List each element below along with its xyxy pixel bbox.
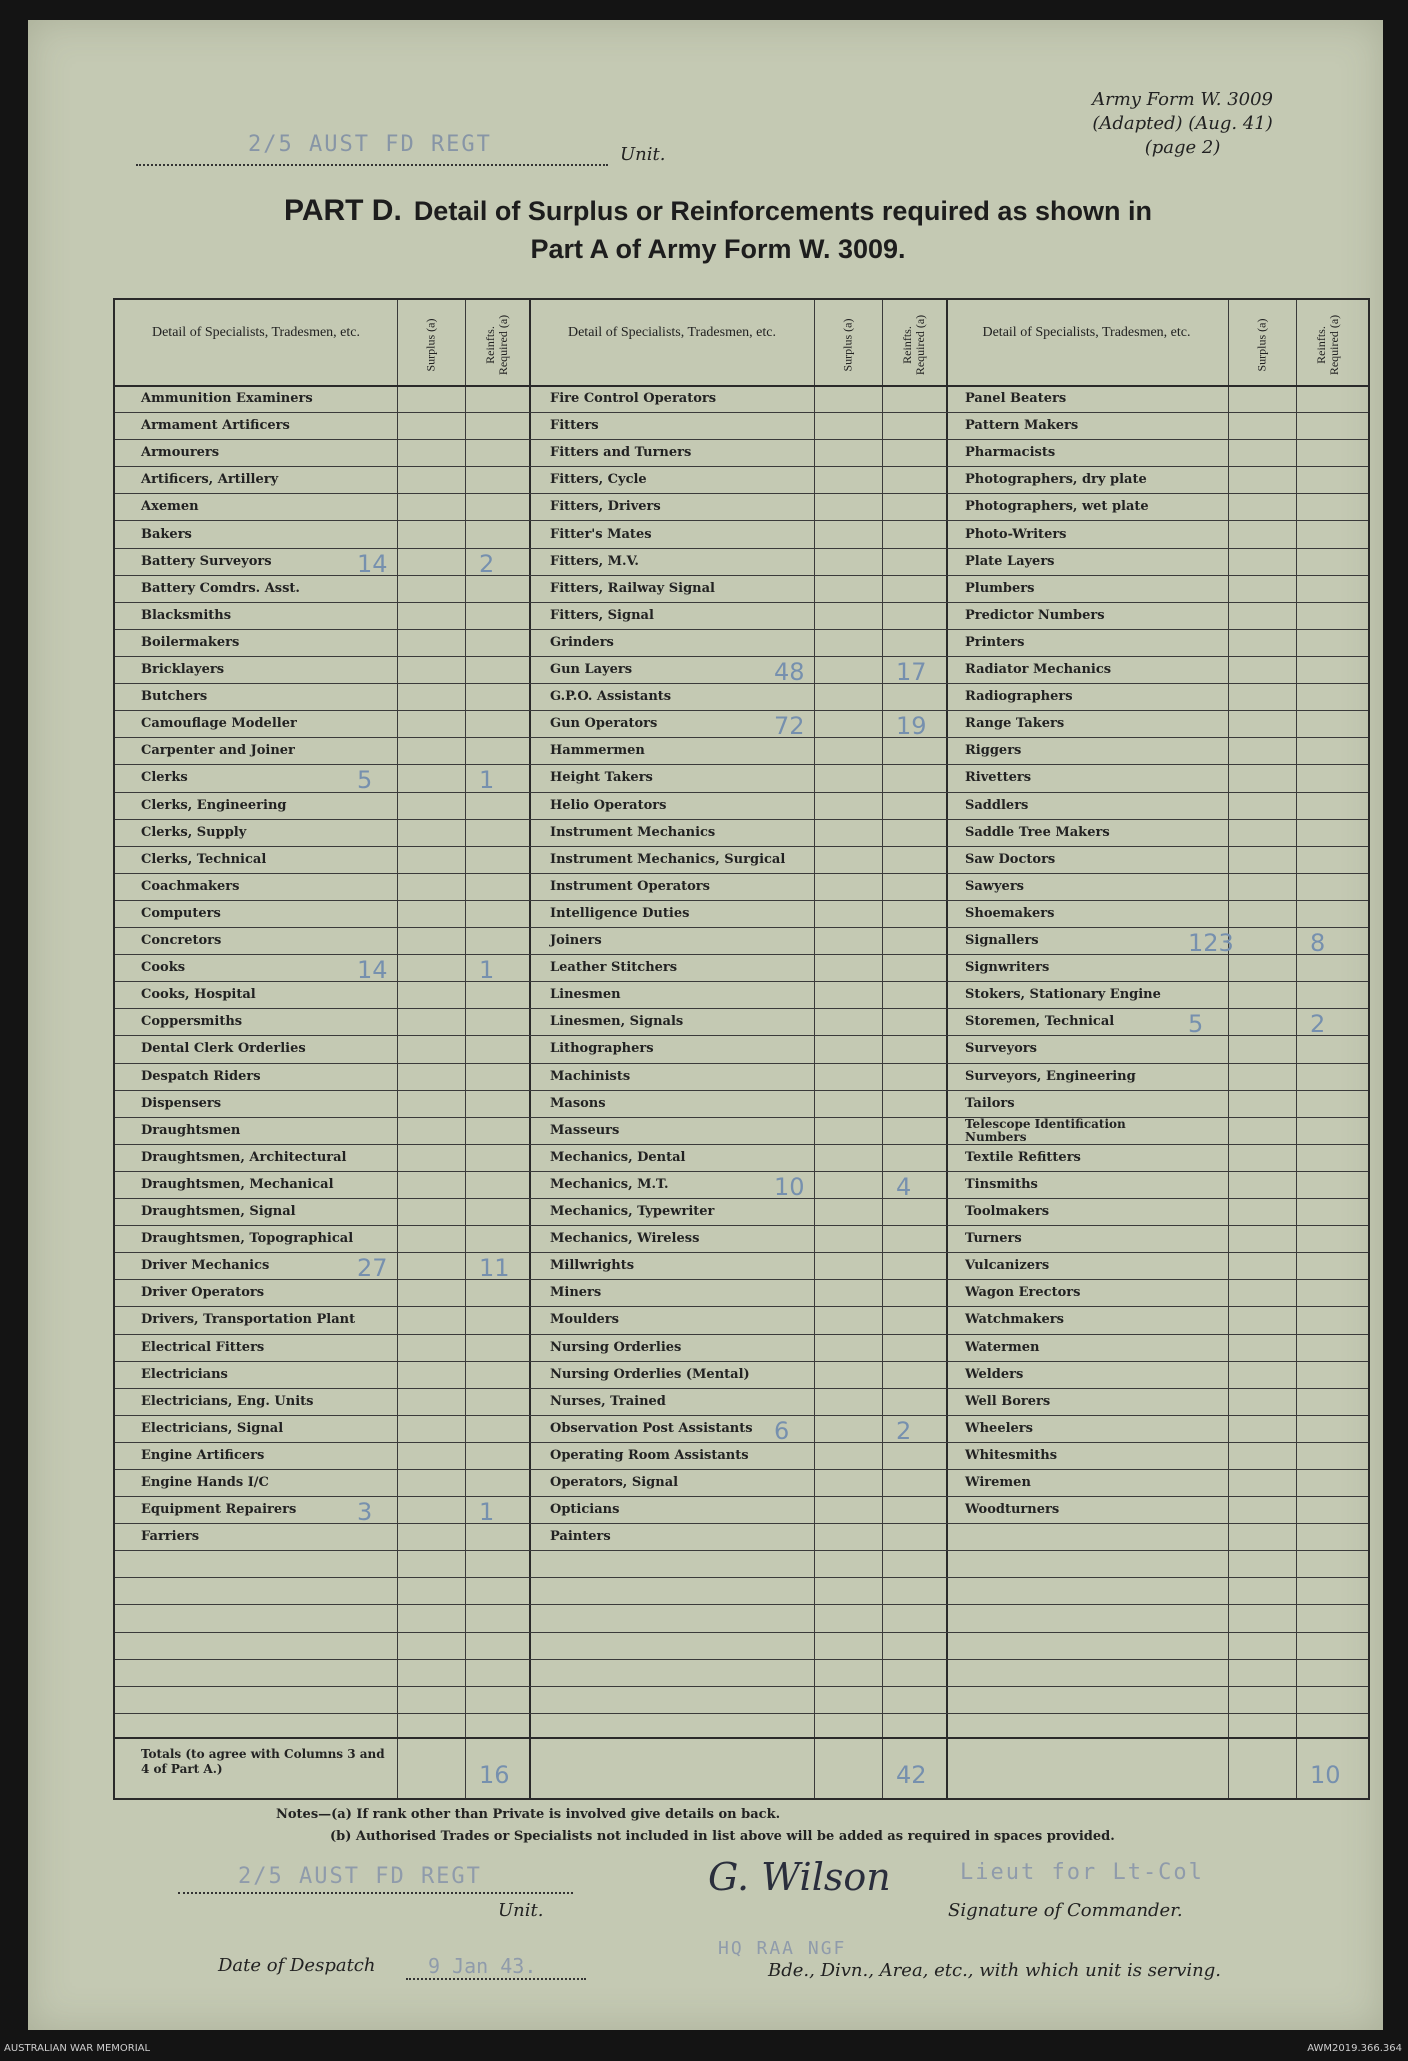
row-label: Fire Control Operators: [550, 391, 717, 406]
reinfts-value: 1: [479, 766, 495, 794]
column-divider: [1228, 300, 1229, 1798]
reinfts-value: 19: [896, 712, 927, 740]
footer-unit-label: Unit.: [498, 1900, 544, 1921]
section-divider: [946, 300, 948, 1798]
row-label: Leather Stitchers: [550, 960, 678, 975]
reinfts-value: 2: [479, 550, 495, 578]
column-header-reinfts-text: Reinfts. Required (a): [483, 314, 510, 376]
column-header-surplus: [1235, 310, 1289, 380]
title-line-2: Part A of Army Form W. 3009.: [530, 234, 906, 264]
row-label: Clerks, Technical: [141, 852, 267, 867]
reinfts-value: 2: [896, 1417, 912, 1445]
row-label: Signwriters: [965, 960, 1050, 975]
row-rule: [115, 710, 1368, 711]
totals-reinfts-value: 10: [1310, 1761, 1341, 1789]
row-label: Helio Operators: [550, 798, 667, 813]
row-label: Despatch Riders: [141, 1069, 261, 1084]
form-reference-line-3: (page 2): [1144, 137, 1221, 158]
row-label: Opticians: [550, 1502, 620, 1517]
footer-unit-field: [178, 1858, 573, 1894]
row-label: Mechanics, Dental: [550, 1150, 686, 1165]
despatch-value: 9 Jan 43.: [428, 1954, 537, 1978]
column-header-reinfts: [887, 310, 941, 380]
row-rule: [115, 1442, 1368, 1443]
page-title: [108, 192, 1328, 268]
row-rule: [115, 1361, 1368, 1362]
row-label: Fitters: [550, 418, 599, 433]
row-label: Instrument Mechanics, Surgical: [550, 852, 786, 867]
row-label: Fitters, Signal: [550, 608, 654, 623]
row-label: Watchmakers: [965, 1312, 1064, 1327]
row-rule: [115, 1415, 1368, 1416]
row-rule: [115, 629, 1368, 630]
row-rule: [115, 548, 1368, 549]
title-part: PART D.: [284, 194, 402, 227]
row-label: Range Takers: [965, 716, 1065, 731]
row-label: Telescope Identification Numbers: [965, 1117, 1126, 1144]
row-label: Pattern Makers: [965, 418, 1079, 433]
hq-typed: HQ RAA NGF: [718, 1938, 847, 1959]
totals-reinfts-value: 42: [896, 1761, 927, 1789]
reinfts-value: 8: [1310, 929, 1326, 957]
row-rule: [115, 764, 1368, 765]
column-header-surplus-text: Surplus (a): [1254, 318, 1269, 372]
row-label: Camouflage Modeller: [141, 716, 297, 731]
row-rule: [115, 1577, 1368, 1578]
row-label: Draughtsmen, Signal: [141, 1204, 296, 1219]
unit-field: [108, 130, 668, 170]
row-label: Toolmakers: [965, 1204, 1050, 1219]
row-label: Wagon Erectors: [965, 1285, 1081, 1300]
row-label: Moulders: [550, 1312, 619, 1327]
row-rule: [115, 792, 1368, 793]
row-label: Clerks, Engineering: [141, 798, 287, 813]
column-divider: [814, 300, 815, 1798]
unit-label: Unit.: [620, 144, 666, 165]
column-divider: [397, 300, 398, 1798]
row-rule: [115, 1008, 1368, 1009]
column-header-detail: Detail of Specialists, Tradesmen, etc.: [982, 325, 1191, 340]
surplus-value: 27: [357, 1254, 388, 1282]
row-rule: [115, 1632, 1368, 1633]
row-label: Equipment Repairers: [141, 1502, 297, 1517]
row-rule: [115, 846, 1368, 847]
row-label: Linesmen: [550, 987, 621, 1002]
column-divider: [882, 300, 883, 1798]
row-rule: [115, 1063, 1368, 1064]
row-label: Photographers, dry plate: [965, 472, 1147, 487]
row-rule: [115, 1090, 1368, 1091]
column-header-detail: Detail of Specialists, Tradesmen, etc.: [151, 325, 361, 340]
row-label: Saddlers: [965, 798, 1029, 813]
row-label: Panel Beaters: [965, 391, 1067, 406]
row-label: Pharmacists: [965, 445, 1056, 460]
column-header-surplus: [404, 310, 458, 380]
reinfts-value: 17: [896, 658, 927, 686]
row-label: Dispensers: [141, 1096, 222, 1111]
reinfts-value: 2: [1310, 1010, 1326, 1038]
bde-label: Bde., Divn., Area, etc., with which unit is serving.: [768, 1960, 1221, 1981]
row-rule: [115, 493, 1368, 494]
row-rule: [115, 1225, 1368, 1226]
row-label: Fitters and Turners: [550, 445, 692, 460]
row-label: Bakers: [141, 527, 192, 542]
row-label: Predictor Numbers: [965, 608, 1105, 623]
row-rule: [115, 1550, 1368, 1551]
row-rule: [115, 602, 1368, 603]
row-label: Farriers: [141, 1529, 200, 1544]
row-rule: [115, 1659, 1368, 1660]
title-line-1: Detail of Surplus or Reinforcements required as shown in: [413, 196, 1152, 226]
row-label: Electricians, Eng. Units: [141, 1394, 314, 1409]
row-label: Textile Refitters: [965, 1150, 1081, 1165]
row-label: Masseurs: [550, 1123, 620, 1138]
row-rule: [115, 927, 1368, 928]
row-label: Masons: [550, 1096, 606, 1111]
row-label: Fitters, M.V.: [550, 554, 639, 569]
row-label: Operators, Signal: [550, 1475, 679, 1490]
row-label: Electricians, Signal: [141, 1421, 284, 1436]
row-label: Radiator Mechanics: [965, 662, 1112, 677]
row-label: Vulcanizers: [965, 1258, 1050, 1273]
credit-right: AWM2019.366.364: [1307, 2043, 1402, 2054]
row-label: Plate Layers: [965, 554, 1055, 569]
row-label: Lithographers: [550, 1041, 654, 1056]
row-label: Operating Room Assistants: [550, 1448, 749, 1463]
reinfts-value: 1: [479, 956, 495, 984]
signature-label: Signature of Commander.: [948, 1900, 1183, 1921]
row-label: Cooks: [141, 960, 186, 975]
row-label: Nursing Orderlies (Mental): [550, 1367, 750, 1382]
row-rule: [115, 1035, 1368, 1036]
row-label: Driver Mechanics: [141, 1258, 270, 1273]
row-rule: [115, 1252, 1368, 1253]
column-header-reinfts-text: Reinfts. Required (a): [900, 314, 927, 376]
row-rule: [115, 1686, 1368, 1687]
row-label: Instrument Operators: [550, 879, 710, 894]
row-label: Draughtsmen, Mechanical: [141, 1177, 334, 1192]
form-reference-line-1: Army Form W. 3009: [1092, 89, 1273, 110]
row-rule: [115, 1388, 1368, 1389]
row-label: Joiners: [550, 933, 602, 948]
row-label: Tinsmiths: [965, 1177, 1038, 1192]
row-label: Rivetters: [965, 770, 1032, 785]
row-rule: [115, 981, 1368, 982]
row-rule: [115, 873, 1368, 874]
row-label: Carpenter and Joiner: [141, 743, 295, 758]
surplus-value: 123: [1188, 929, 1234, 957]
row-label: Concretors: [141, 933, 222, 948]
row-label: Draughtsmen: [141, 1123, 241, 1138]
reinfts-value: 4: [896, 1173, 912, 1201]
column-divider: [1296, 300, 1297, 1798]
commander-rank-typed: Lieut for Lt-Col: [960, 1860, 1204, 1885]
row-label: Engine Artificers: [141, 1448, 265, 1463]
row-label: Ammunition Examiners: [141, 391, 313, 406]
row-rule: [115, 954, 1368, 955]
column-divider: [465, 300, 466, 1798]
row-rule: [115, 575, 1368, 576]
row-label: Engine Hands I/C: [141, 1475, 269, 1490]
row-label: Photographers, wet plate: [965, 499, 1149, 514]
row-rule: [115, 683, 1368, 684]
row-label: Riggers: [965, 743, 1022, 758]
row-label: Butchers: [141, 689, 208, 704]
row-label: Boilermakers: [141, 635, 240, 650]
row-rule: [115, 1144, 1368, 1145]
specialists-table: [113, 298, 1370, 1800]
unit-dotted-line: [136, 164, 608, 166]
row-label: Gun Operators: [550, 716, 658, 731]
row-rule: [115, 1523, 1368, 1524]
row-label: Turners: [965, 1231, 1022, 1246]
surplus-value: 10: [774, 1173, 805, 1201]
row-label: Saddle Tree Makers: [965, 825, 1110, 840]
row-label: Observation Post Assistants: [550, 1421, 753, 1436]
row-rule: [115, 1279, 1368, 1280]
column-header-detail: Detail of Specialists, Tradesmen, etc.: [567, 325, 777, 340]
footer-unit-typed-value: 2/5 AUST FD REGT: [238, 1864, 482, 1889]
row-label: Blacksmiths: [141, 608, 232, 623]
row-rule: [115, 1334, 1368, 1335]
row-rule: [115, 1198, 1368, 1199]
notes: [276, 1804, 1115, 1848]
reinfts-value: 1: [479, 1498, 495, 1526]
row-label: Draughtsmen, Topographical: [141, 1231, 354, 1246]
row-label: Shoemakers: [965, 906, 1055, 921]
row-label: Height Takers: [550, 770, 653, 785]
row-label: Mechanics, M.T.: [550, 1177, 669, 1192]
unit-typed-value: 2/5 AUST FD REGT: [248, 132, 492, 157]
row-label: Clerks, Supply: [141, 825, 247, 840]
row-label: Electrical Fitters: [141, 1340, 265, 1355]
row-rule: [115, 656, 1368, 657]
row-label: Cooks, Hospital: [141, 987, 256, 1002]
row-label: Welders: [965, 1367, 1024, 1382]
row-label: Signallers: [965, 933, 1039, 948]
row-label: Driver Operators: [141, 1285, 265, 1300]
row-label: Nurses, Trained: [550, 1394, 666, 1409]
row-label: Fitters, Drivers: [550, 499, 661, 514]
row-label: Storemen, Technical: [965, 1014, 1115, 1029]
row-label: Electricians: [141, 1367, 228, 1382]
row-label: Axemen: [141, 499, 199, 514]
row-label: Mechanics, Wireless: [550, 1231, 700, 1246]
row-label: Gun Layers: [550, 662, 633, 677]
row-label: Well Borers: [965, 1394, 1051, 1409]
row-label: Computers: [141, 906, 221, 921]
totals-label: Totals (to agree with Columns 3 and 4 of Part A.): [141, 1747, 385, 1776]
row-rule: [115, 1496, 1368, 1497]
column-header-reinfts-text: Reinfts. Required (a): [1314, 314, 1341, 376]
row-label: Photo-Writers: [965, 527, 1067, 542]
row-label: Woodturners: [965, 1502, 1060, 1517]
form-reference-line-2: (Adapted) (Aug. 41): [1092, 113, 1273, 134]
row-label: Wheelers: [965, 1421, 1033, 1436]
row-rule: [115, 1306, 1368, 1307]
column-header-reinfts: [1301, 310, 1355, 380]
row-rule: [115, 819, 1368, 820]
row-rule: [115, 1713, 1368, 1714]
row-label: Coppersmiths: [141, 1014, 243, 1029]
row-label: Wiremen: [965, 1475, 1031, 1490]
row-label: G.P.O. Assistants: [550, 689, 672, 704]
row-label: Battery Comdrs. Asst.: [141, 581, 300, 596]
form-reference: [1092, 88, 1273, 160]
column-header-surplus-text: Surplus (a): [840, 318, 855, 372]
row-rule: [115, 1117, 1368, 1118]
row-label: Printers: [965, 635, 1025, 650]
row-label: Miners: [550, 1285, 602, 1300]
row-label: Sawyers: [965, 879, 1024, 894]
row-rule: [115, 737, 1368, 738]
row-rule: [115, 1469, 1368, 1470]
row-rule: [115, 520, 1368, 521]
despatch-label: Date of Despatch: [218, 1955, 376, 1976]
row-label: Intelligence Duties: [550, 906, 690, 921]
surplus-value: 72: [774, 712, 805, 740]
form-sheet: [28, 20, 1383, 2030]
column-header-surplus: [821, 310, 875, 380]
reinfts-value: 11: [479, 1254, 510, 1282]
row-label: Stokers, Stationary Engine: [965, 987, 1161, 1002]
row-label: Instrument Mechanics: [550, 825, 716, 840]
row-label: Millwrights: [550, 1258, 635, 1273]
row-label: Mechanics, Typewriter: [550, 1204, 715, 1219]
row-label: Whitesmiths: [965, 1448, 1058, 1463]
row-label: Tailors: [965, 1096, 1015, 1111]
column-header-surplus-text: Surplus (a): [423, 318, 438, 372]
row-label: Battery Surveyors: [141, 554, 272, 569]
row-label: Linesmen, Signals: [550, 1014, 684, 1029]
surplus-value: 14: [357, 956, 388, 984]
row-label: Plumbers: [965, 581, 1035, 596]
row-label: Draughtsmen, Architectural: [141, 1150, 347, 1165]
row-label: Hammermen: [550, 743, 645, 758]
row-label: Surveyors, Engineering: [965, 1069, 1136, 1084]
row-label: Armourers: [141, 445, 220, 460]
row-label: Painters: [550, 1529, 611, 1544]
row-rule: [115, 1604, 1368, 1605]
note-a: Notes—(a) If rank other than Private is involved give details on back.: [276, 1807, 781, 1822]
row-label: Radiographers: [965, 689, 1073, 704]
row-label: Nursing Orderlies: [550, 1340, 682, 1355]
row-label: Armament Artificers: [141, 418, 290, 433]
despatch-field: [406, 1952, 586, 1980]
row-label: Clerks: [141, 770, 188, 785]
surplus-value: 5: [1188, 1010, 1204, 1038]
surplus-value: 6: [774, 1417, 790, 1445]
row-label: Drivers, Transportation Plant: [141, 1312, 356, 1327]
surplus-value: 48: [774, 658, 805, 686]
row-label: Watermen: [965, 1340, 1040, 1355]
header-rule: [115, 385, 1368, 387]
row-label: Surveyors: [965, 1041, 1037, 1056]
row-label: Artificers, Artillery: [141, 472, 279, 487]
row-label: Dental Clerk Orderlies: [141, 1041, 306, 1056]
credit-left: AUSTRALIAN WAR MEMORIAL: [4, 2043, 151, 2054]
row-rule: [115, 466, 1368, 467]
note-b: (b) Authorised Trades or Specialists not included in list above will be added as required in spaces provided.: [330, 1829, 1115, 1844]
commander-signature: G. Wilson: [708, 1855, 891, 1899]
section-divider: [529, 300, 531, 1798]
row-label: Fitters, Cycle: [550, 472, 647, 487]
row-rule: [115, 900, 1368, 901]
row-rule: [115, 412, 1368, 413]
row-rule: [115, 439, 1368, 440]
row-label: Grinders: [550, 635, 614, 650]
totals-rule: [115, 1737, 1368, 1739]
surplus-value: 14: [357, 550, 388, 578]
surplus-value: 3: [357, 1498, 373, 1526]
surplus-value: 5: [357, 766, 373, 794]
row-label: Saw Doctors: [965, 852, 1056, 867]
row-label: Machinists: [550, 1069, 631, 1084]
row-label: Bricklayers: [141, 662, 225, 677]
row-label: Fitters, Railway Signal: [550, 581, 715, 596]
totals-reinfts-value: 16: [479, 1761, 510, 1789]
row-label: Coachmakers: [141, 879, 240, 894]
row-rule: [115, 1171, 1368, 1172]
row-label: Fitter's Mates: [550, 527, 652, 542]
column-header-reinfts: [470, 310, 524, 380]
